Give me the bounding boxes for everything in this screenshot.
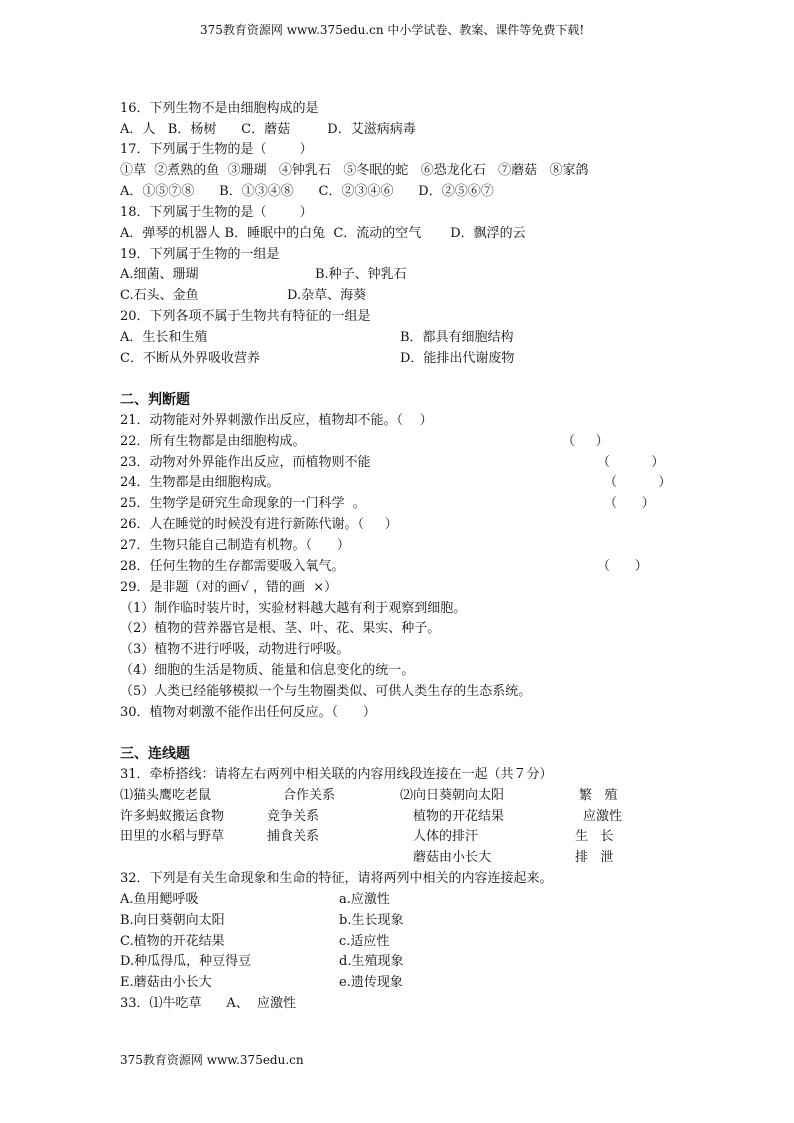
question-18-options: A．弹琴的机器人 B．睡眠中的白兔 C．流动的空气 D．飘浮的云 [120, 226, 526, 241]
question-22: 22．所有生物都是由细胞构成。 [120, 434, 306, 449]
q31-result-3: 排 泄 [575, 850, 614, 865]
question-29-1: （1）制作临时装片时，实验材料越大越有利于观察到细胞。 [120, 601, 467, 616]
q31-result-0: 繁 殖 [579, 788, 618, 803]
q31-result-1: 应激性 [583, 809, 623, 824]
page-footer: 375教育资源网 www.375edu.cn [120, 1053, 304, 1067]
question-25: 25．生物学是研究生命现象的一门科学 。 [120, 496, 366, 511]
q32-right-d: d.生殖现象 [339, 954, 404, 969]
question-19-option-d: D.杂草、海葵 [287, 288, 367, 303]
q32-left-c: C.植物的开花结果 [120, 934, 225, 949]
question-17-items: ①草 ②煮熟的鱼 ③珊瑚 ④钟乳石 ⑤冬眠的蛇 ⑥恐龙化石 ⑦蘑菇 ⑧家鸽 [120, 163, 589, 178]
q32-left-a: A.鱼用鳃呼吸 [120, 892, 199, 907]
q32-right-b: b.生长现象 [339, 913, 404, 928]
section-2-title: 二、判断题 [120, 392, 190, 408]
q32-left-b: B.向日葵朝向太阳 [120, 913, 225, 928]
q31-result-2: 生 长 [575, 829, 614, 844]
question-23: 23．动物对外界能作出反应，而植物则不能 [120, 455, 371, 470]
question-30: 30．植物对刺激不能作出任何反应。（ ） [120, 705, 376, 720]
question-19-option-b: B.种子、钟乳石 [315, 267, 407, 282]
question-17-stem: 17．下列属于生物的是（ ） [120, 142, 313, 157]
question-33: 33．⑴牛吃草 A、 应激性 [120, 996, 296, 1011]
q31-left-3: 田里的水稻与野草 [120, 829, 225, 844]
q32-left-d: D.种瓜得瓜，种豆得豆 [120, 954, 252, 969]
question-29-3: （3）植物不进行呼吸，动物进行呼吸。 [120, 642, 350, 657]
question-23-paren: （ ） [597, 455, 665, 470]
question-20-option-b: B．都具有细胞结构 [400, 330, 514, 345]
question-29: 29．是非题（对的画√ ，错的画 ×） [120, 580, 338, 595]
question-20-option-a: A．生长和生殖 [120, 330, 208, 345]
question-19-option-a: A.细菌、珊瑚 [120, 267, 199, 282]
question-22-paren: （ ） [562, 434, 609, 449]
question-16-options: A．人 B．杨树 C．蘑菇 D．艾滋病病毒 [120, 122, 416, 137]
question-29-5: （5）人类已经能够模拟一个与生物圈类似、可供人类生存的生态系统。 [120, 684, 532, 699]
q32-right-e: e.遗传现象 [339, 975, 403, 990]
q32-left-e: E.蘑菇由小长大 [120, 975, 212, 990]
question-28: 28．任何生物的生存都需要吸入氧气。 [120, 559, 345, 574]
question-16-stem: 16．下列生物不是由细胞构成的是 [120, 101, 319, 116]
q31-right-1: 植物的开花结果 [413, 809, 505, 824]
question-32-stem: 32．下列是有关生命现象和生命的特征，请将两列中相关的内容连接起来。 [120, 871, 553, 886]
q32-right-c: c.适应性 [339, 934, 390, 949]
q31-left-1: ⑴猫头鹰吃老鼠 [120, 788, 212, 803]
question-17-options: A．①⑤⑦⑧ B．①③④⑧ C．②③④⑥ D．②⑤⑥⑦ [120, 184, 494, 199]
q31-left-2: 许多蚂蚁搬运食物 [120, 809, 225, 824]
question-24-paren: （ ） [604, 475, 672, 490]
question-20-stem: 20．下列各项不属于生物共有特征的一组是 [120, 309, 371, 324]
q31-mid-3: 捕食关系 [267, 829, 320, 844]
q31-mid-1: 合作关系 [283, 788, 336, 803]
question-18-stem: 18．下列属于生物的是（ ） [120, 205, 313, 220]
question-26: 26．人在睡觉的时候没有进行新陈代谢。（ ） [120, 517, 398, 532]
q31-right-2: 人体的排汗 [413, 829, 479, 844]
question-19-option-c: C.石头、金鱼 [120, 288, 199, 303]
section-3-title: 三、连线题 [120, 746, 190, 762]
question-31-stem: 31．牵桥搭线：请将左右两列中相关联的内容用线段连接在一起（共７分） [120, 767, 553, 782]
question-20-option-d: D．能排出代谢废物 [400, 351, 515, 366]
question-29-2: （2）植物的营养器官是根、茎、叶、花、果实、种子。 [120, 621, 441, 636]
q31-right-3: 蘑菇由小长大 [413, 850, 492, 865]
question-27: 27．生物只能自己制造有机物。（ ） [120, 538, 350, 553]
question-25-paren: （ ） [604, 496, 655, 511]
question-20-option-c: C．不断从外界吸收营养 [120, 351, 260, 366]
q31-right-0: ⑵向日葵朝向太阳 [400, 788, 505, 803]
question-29-4: （4）细胞的生活是物质、能量和信息变化的统一。 [120, 663, 415, 678]
question-21: 21．动物能对外界刺激作出反应，植物却不能。（ ） [120, 413, 433, 428]
question-24: 24．生物都是由细胞构成。 [120, 475, 280, 490]
q31-mid-2: 竞争关系 [267, 809, 320, 824]
q32-right-a: a.应激性 [339, 892, 390, 907]
question-28-paren: （ ） [597, 559, 648, 574]
question-19-stem: 19．下列属于生物的一组是 [120, 247, 280, 262]
page-header: 375教育资源网 www.375edu.cn 中小学试卷、教案、课件等免费下载! [200, 23, 585, 37]
